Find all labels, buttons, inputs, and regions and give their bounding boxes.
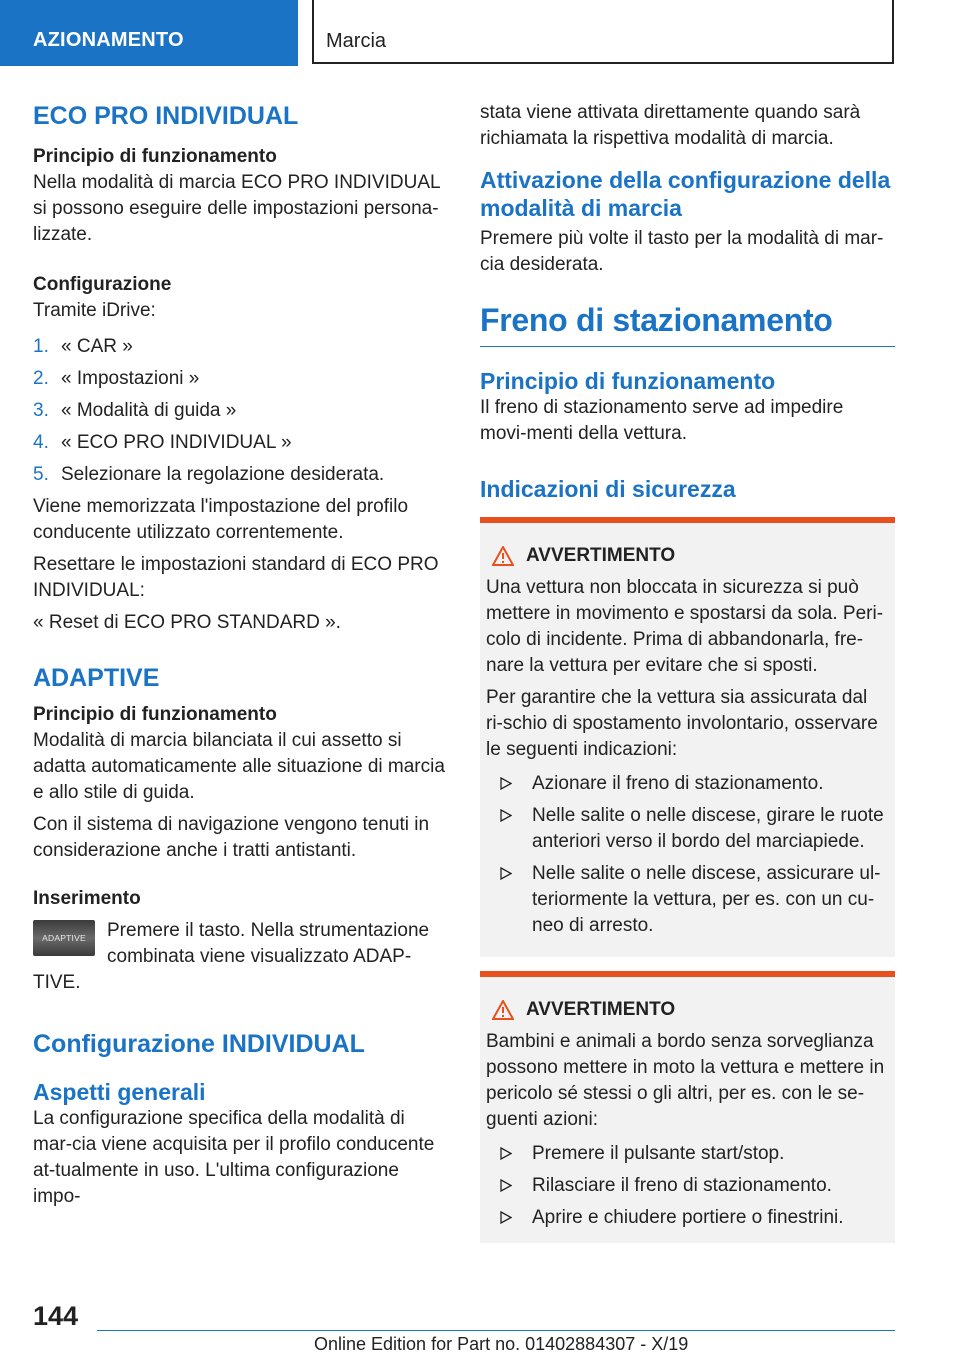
triangle-bullet-icon	[496, 1173, 516, 1199]
adaptive-text-1: Modalità di marcia bilanciata il cui assetto si adatta automaticamente alle situazione di marcia e allo stile di guida.	[33, 730, 445, 803]
list-item-text: Azionare il freno di stazionamento.	[532, 773, 824, 794]
step-number: 1.	[33, 336, 49, 357]
safety-heading: Indicazioni di sicurezza	[480, 476, 736, 502]
config-steps	[33, 334, 449, 488]
triangle-bullet-icon	[496, 1205, 516, 1231]
eco-principle-heading: Principio di funzionamento	[33, 146, 277, 167]
insert-block	[33, 918, 449, 996]
parking-title-block	[480, 300, 895, 347]
warning-title-text: AVVERTIMENTO	[526, 999, 676, 1020]
activation-heading: Attivazione della configurazione della modalità di marcia	[480, 167, 891, 221]
adaptive-title: ADAPTIVE	[33, 664, 160, 692]
step-number: 4.	[33, 432, 49, 453]
list-item-text: Rilasciare il freno di stazionamento.	[532, 1175, 832, 1196]
list-item	[33, 366, 449, 392]
reset-text: Resettare le impostazioni standard di ECO PRO INDIVIDUAL:	[33, 554, 439, 601]
reset-command: « Reset di ECO PRO STANDARD ».	[33, 612, 341, 633]
general-heading: Aspetti generali	[33, 1079, 206, 1105]
step-number: 5.	[33, 464, 49, 485]
adaptive-principle-heading: Principio di funzionamento	[33, 704, 277, 725]
page-number: 144	[33, 1301, 79, 1331]
insert-heading: Inserimento	[33, 888, 141, 909]
footer-divider	[97, 1330, 895, 1331]
step-number: 3.	[33, 400, 49, 421]
list-item	[486, 1205, 889, 1231]
warning-title-2	[486, 997, 889, 1023]
warning-1-text-2: Per garantire che la vettura sia assicurata dal ri-schio di spostamento involontario, osservare le seguenti indicazioni:	[486, 687, 878, 760]
step-number: 2.	[33, 368, 49, 389]
continued-text: stata viene attivata direttamente quando sarà richiamata la rispettiva modalità di marcia.	[480, 102, 861, 149]
saved-profile-text: Viene memorizzata l'impostazione del profilo conducente utilizzato correntemente.	[33, 496, 409, 543]
list-item	[486, 803, 889, 855]
parking-principle-heading: Principio di funzionamento	[480, 368, 776, 394]
list-item	[486, 1141, 889, 1167]
header-section-label: AZIONAMENTO	[33, 29, 184, 51]
warning-title-text: AVVERTIMENTO	[526, 545, 676, 566]
list-item	[33, 462, 449, 488]
list-item-text: Aprire e chiudere portiere o finestrini.	[532, 1207, 844, 1228]
triangle-bullet-icon	[496, 1141, 516, 1167]
warning-2-list	[486, 1141, 889, 1231]
list-item	[486, 861, 889, 939]
step-text: Selezionare la regolazione desiderata.	[61, 464, 385, 485]
right-column	[480, 100, 895, 1243]
config-heading: Configurazione	[33, 274, 172, 295]
list-item	[486, 1173, 889, 1199]
warning-box-2	[480, 971, 895, 1243]
eco-principle-text: Nella modalità di marcia ECO PRO INDIVIDUAL si possono eseguire delle impostazioni persona-lizzate.	[33, 172, 440, 245]
adaptive-button-label: ADAPTIVE	[42, 933, 86, 943]
activation-text: Premere più volte il tasto per la modalità di mar-cia desiderata.	[480, 228, 884, 275]
adaptive-text-2: Con il sistema di navigazione vengono tenuti in considerazione anche i tratti antistanti.	[33, 814, 430, 861]
triangle-bullet-icon	[496, 803, 516, 855]
config-text: Tramite iDrive:	[33, 300, 156, 321]
step-text: « Modalità di guida »	[61, 400, 237, 421]
parking-title: Freno di stazionamento	[480, 302, 833, 338]
list-item	[33, 398, 449, 424]
step-text: « ECO PRO INDIVIDUAL »	[61, 432, 292, 453]
eco-title: ECO PRO INDIVIDUAL	[33, 102, 299, 130]
list-item	[33, 430, 449, 456]
footer-edition: Online Edition for Part no. 01402884307 - X/19	[314, 1334, 689, 1354]
header-chapter-box	[312, 0, 894, 64]
individual-title: Configurazione INDIVIDUAL	[33, 1030, 365, 1058]
warning-title-1	[486, 543, 889, 569]
step-text: « Impostazioni »	[61, 368, 200, 389]
header-section-tab	[0, 0, 298, 66]
step-text: « CAR »	[61, 336, 133, 357]
list-item	[486, 771, 889, 797]
warning-1-list	[486, 771, 889, 939]
warning-1-text-1: Una vettura non bloccata in sicurezza si può mettere in movimento e spostarsi da sola. Peri-colo di incidente. Prima di abbandonarla, fre-nare la vettura per evitare che si sposti.	[486, 577, 884, 676]
parking-principle-text: Il freno di stazionamento serve ad impedire movi-menti della vettura.	[480, 397, 844, 444]
warning-box-1	[480, 517, 895, 957]
warning-2-text-1: Bambini e animali a bordo senza sorveglianza possono mettere in moto la vettura e mettere in pericolo sé stessi o gli altri, per es. con le se-guenti azioni:	[486, 1031, 885, 1130]
header-chapter-label: Marcia	[326, 30, 387, 52]
list-item-text: Nelle salite o nelle discese, assicurare ul-teriormente la vettura, per es. con un cu-neo di arresto.	[532, 863, 881, 936]
triangle-bullet-icon	[496, 771, 516, 797]
list-item	[33, 334, 449, 360]
left-column	[33, 100, 449, 1210]
insert-text: Premere il tasto. Nella strumentazione combinata viene visualizzato ADAP-TIVE.	[33, 920, 430, 993]
adaptive-button-image	[33, 920, 95, 956]
list-item-text: Nelle salite o nelle discese, girare le ruote anteriori verso il bordo del marciapiede.	[532, 805, 884, 852]
general-text: La configurazione specifica della modalità di mar-cia viene acquisita per il profilo conducente at-tualmente in uso. L'ultima configurazione impo-	[33, 1108, 435, 1207]
triangle-bullet-icon	[496, 861, 516, 939]
warning-icon	[492, 1000, 514, 1020]
list-item-text: Premere il pulsante start/stop.	[532, 1143, 785, 1164]
warning-icon	[492, 546, 514, 566]
